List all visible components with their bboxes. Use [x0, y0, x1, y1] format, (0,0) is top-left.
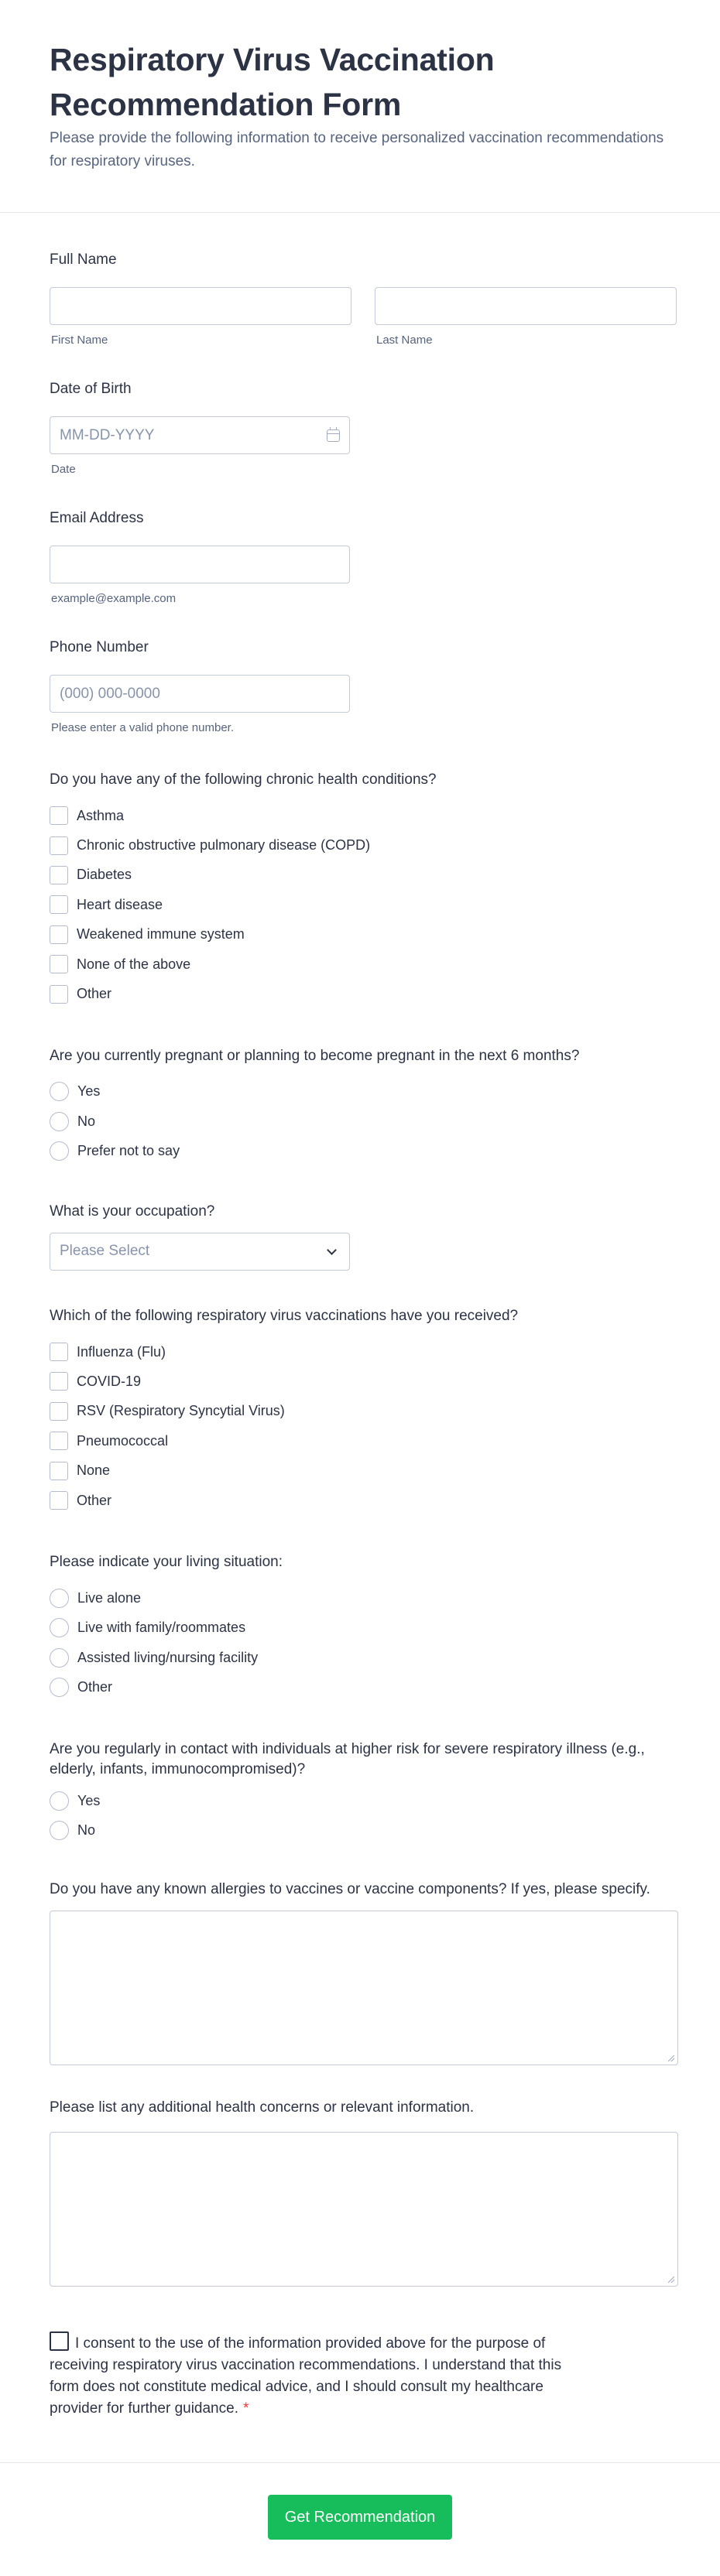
condition-option[interactable] [50, 830, 670, 860]
phone-label: Phone Number [50, 639, 149, 655]
first-name-sublabel: First Name [51, 334, 108, 347]
radio-button[interactable] [50, 1141, 69, 1161]
allergies-label: Do you have any known allergies to vaccines or vaccine components? If yes, please specify. [50, 1880, 650, 1897]
condition-option[interactable] [50, 920, 670, 949]
option-label: Live with family/roommates [77, 1620, 246, 1636]
vaccination-option[interactable] [50, 1337, 670, 1367]
pregnancy-option[interactable] [50, 1137, 670, 1166]
first-name-input[interactable] [50, 287, 351, 325]
pregnancy-field [50, 1046, 670, 1166]
living-option[interactable] [50, 1613, 670, 1643]
phone-placeholder: (000) 000-0000 [60, 685, 160, 702]
allergies-field [50, 1880, 670, 2065]
phone-sublabel: Please enter a valid phone number. [51, 721, 234, 734]
checkbox[interactable] [50, 1432, 68, 1450]
radio-button[interactable] [50, 1589, 69, 1608]
consent-field [50, 2330, 670, 2420]
condition-option[interactable] [50, 979, 670, 1008]
full-name-field [50, 250, 670, 348]
occupation-placeholder: Please Select [60, 1243, 150, 1260]
living-option[interactable] [50, 1643, 670, 1672]
condition-option[interactable] [50, 890, 670, 919]
radio-button[interactable] [50, 1678, 69, 1697]
dob-sublabel: Date [51, 463, 76, 476]
checkbox[interactable] [50, 985, 68, 1004]
consent-checkbox[interactable] [50, 2331, 69, 2351]
footer-divider [0, 2462, 720, 2463]
vaccination-option[interactable] [50, 1397, 670, 1426]
checkbox[interactable] [50, 925, 68, 944]
occupation-field [50, 1202, 670, 1271]
consent-text: I consent to the use of the information provided above for the purpose of receiving respiratory virus vaccination recommendations. I understand that this form does not constitute medical advice, and I should consult my healthcare provider for further guidance. [50, 2335, 562, 2417]
checkbox[interactable] [50, 1462, 68, 1480]
condition-option[interactable] [50, 801, 670, 830]
option-label: Diabetes [77, 867, 132, 883]
radio-button[interactable] [50, 1618, 69, 1637]
contact-field [50, 1740, 670, 1846]
option-label: Other [77, 1492, 112, 1508]
occupation-select[interactable] [50, 1233, 350, 1271]
checkbox[interactable] [50, 895, 68, 914]
option-label: Yes [77, 1083, 101, 1100]
vaccinations-label: Which of the following respiratory virus vaccinations have you received? [50, 1307, 519, 1324]
living-label: Please indicate your living situation: [50, 1554, 283, 1571]
option-label: Other [77, 1679, 113, 1695]
phone-field [50, 638, 670, 736]
concerns-textarea[interactable] [50, 2132, 678, 2287]
radio-button[interactable] [50, 1082, 69, 1101]
radio-button[interactable] [50, 1112, 69, 1131]
last-name-input[interactable] [375, 287, 677, 325]
concerns-field [50, 2098, 670, 2287]
option-label: No [77, 1113, 96, 1129]
condition-option[interactable] [50, 949, 670, 979]
form-body [0, 213, 720, 2420]
resize-handle-icon[interactable] [668, 2055, 674, 2061]
phone-input[interactable] [50, 675, 350, 713]
vaccination-option[interactable] [50, 1486, 670, 1515]
option-label: Heart disease [77, 896, 163, 912]
pregnancy-option[interactable] [50, 1077, 670, 1107]
conditions-label: Do you have any of the following chronic health conditions? [50, 771, 437, 788]
checkbox[interactable] [50, 1372, 68, 1391]
living-option[interactable] [50, 1672, 670, 1702]
living-option[interactable] [50, 1583, 670, 1613]
get-recommendation-button[interactable]: Get Recommendation [268, 2495, 452, 2540]
pregnancy-option[interactable] [50, 1107, 670, 1136]
vaccination-option[interactable] [50, 1367, 670, 1396]
vaccinations-field [50, 1306, 670, 1515]
pregnancy-label: Are you currently pregnant or planning to become pregnant in the next 6 months? [50, 1047, 580, 1064]
option-label: Other [77, 986, 112, 1002]
checkbox[interactable] [50, 1491, 68, 1510]
option-label: Prefer not to say [77, 1143, 180, 1159]
allergies-textarea[interactable] [50, 1911, 678, 2065]
option-label: RSV (Respiratory Syncytial Virus) [77, 1403, 285, 1419]
form-header [0, 0, 720, 213]
checkbox[interactable] [50, 955, 68, 973]
radio-button[interactable] [50, 1821, 69, 1840]
resize-handle-icon[interactable] [668, 2277, 674, 2283]
form-title: Respiratory Virus Vaccination Recommendation Form [50, 42, 495, 122]
chevron-down-icon [327, 1245, 337, 1255]
living-field [50, 1552, 670, 1702]
option-label: Live alone [77, 1589, 142, 1606]
form-description: Please provide the following information to receive personalized vaccination recommendations for respiratory viruses. [50, 130, 664, 169]
checkbox[interactable] [50, 1343, 68, 1361]
email-input[interactable] [50, 546, 350, 583]
option-label: Influenza (Flu) [77, 1343, 166, 1360]
concerns-label: Please list any additional health concerns or relevant information. [50, 2099, 475, 2116]
option-label: Weakened immune system [77, 926, 245, 942]
email-label: Email Address [50, 510, 144, 526]
option-label: Yes [77, 1792, 101, 1808]
vaccination-option[interactable] [50, 1426, 670, 1456]
option-label: None of the above [77, 956, 191, 972]
option-label: Assisted living/nursing facility [77, 1649, 259, 1665]
vaccination-option[interactable] [50, 1456, 670, 1485]
checkbox[interactable] [50, 1402, 68, 1421]
full-name-label: Full Name [50, 251, 117, 268]
option-label: Chronic obstructive pulmonary disease (COPD) [77, 837, 371, 854]
checkbox[interactable] [50, 806, 68, 825]
option-label: COVID-19 [77, 1373, 142, 1389]
submit-area [0, 2495, 720, 2540]
email-sublabel: example@example.com [51, 592, 177, 605]
required-asterisk: * [242, 2400, 249, 2417]
option-label: Pneumococcal [77, 1432, 169, 1449]
option-label: Asthma [77, 807, 125, 823]
radio-button[interactable] [50, 1791, 69, 1811]
calendar-icon[interactable] [327, 429, 340, 442]
contact-option[interactable] [50, 1815, 670, 1845]
dob-field [50, 379, 670, 477]
contact-option[interactable] [50, 1786, 670, 1815]
checkbox[interactable] [50, 866, 68, 884]
last-name-sublabel: Last Name [376, 334, 433, 347]
condition-option[interactable] [50, 860, 670, 890]
dob-placeholder: MM-DD-YYYY [60, 426, 155, 443]
occupation-label: What is your occupation? [50, 1202, 215, 1220]
email-field [50, 508, 670, 607]
conditions-field [50, 770, 670, 1009]
dob-label: Date of Birth [50, 381, 132, 397]
checkbox[interactable] [50, 836, 68, 855]
radio-button[interactable] [50, 1648, 69, 1668]
contact-label: Are you regularly in contact with individuals at higher risk for severe respiratory illness (e.g., elderly, infants, immunocompromised)? [50, 1740, 645, 1777]
dob-input[interactable] [50, 416, 350, 454]
option-label: No [77, 1822, 96, 1838]
option-label: None [77, 1462, 111, 1479]
